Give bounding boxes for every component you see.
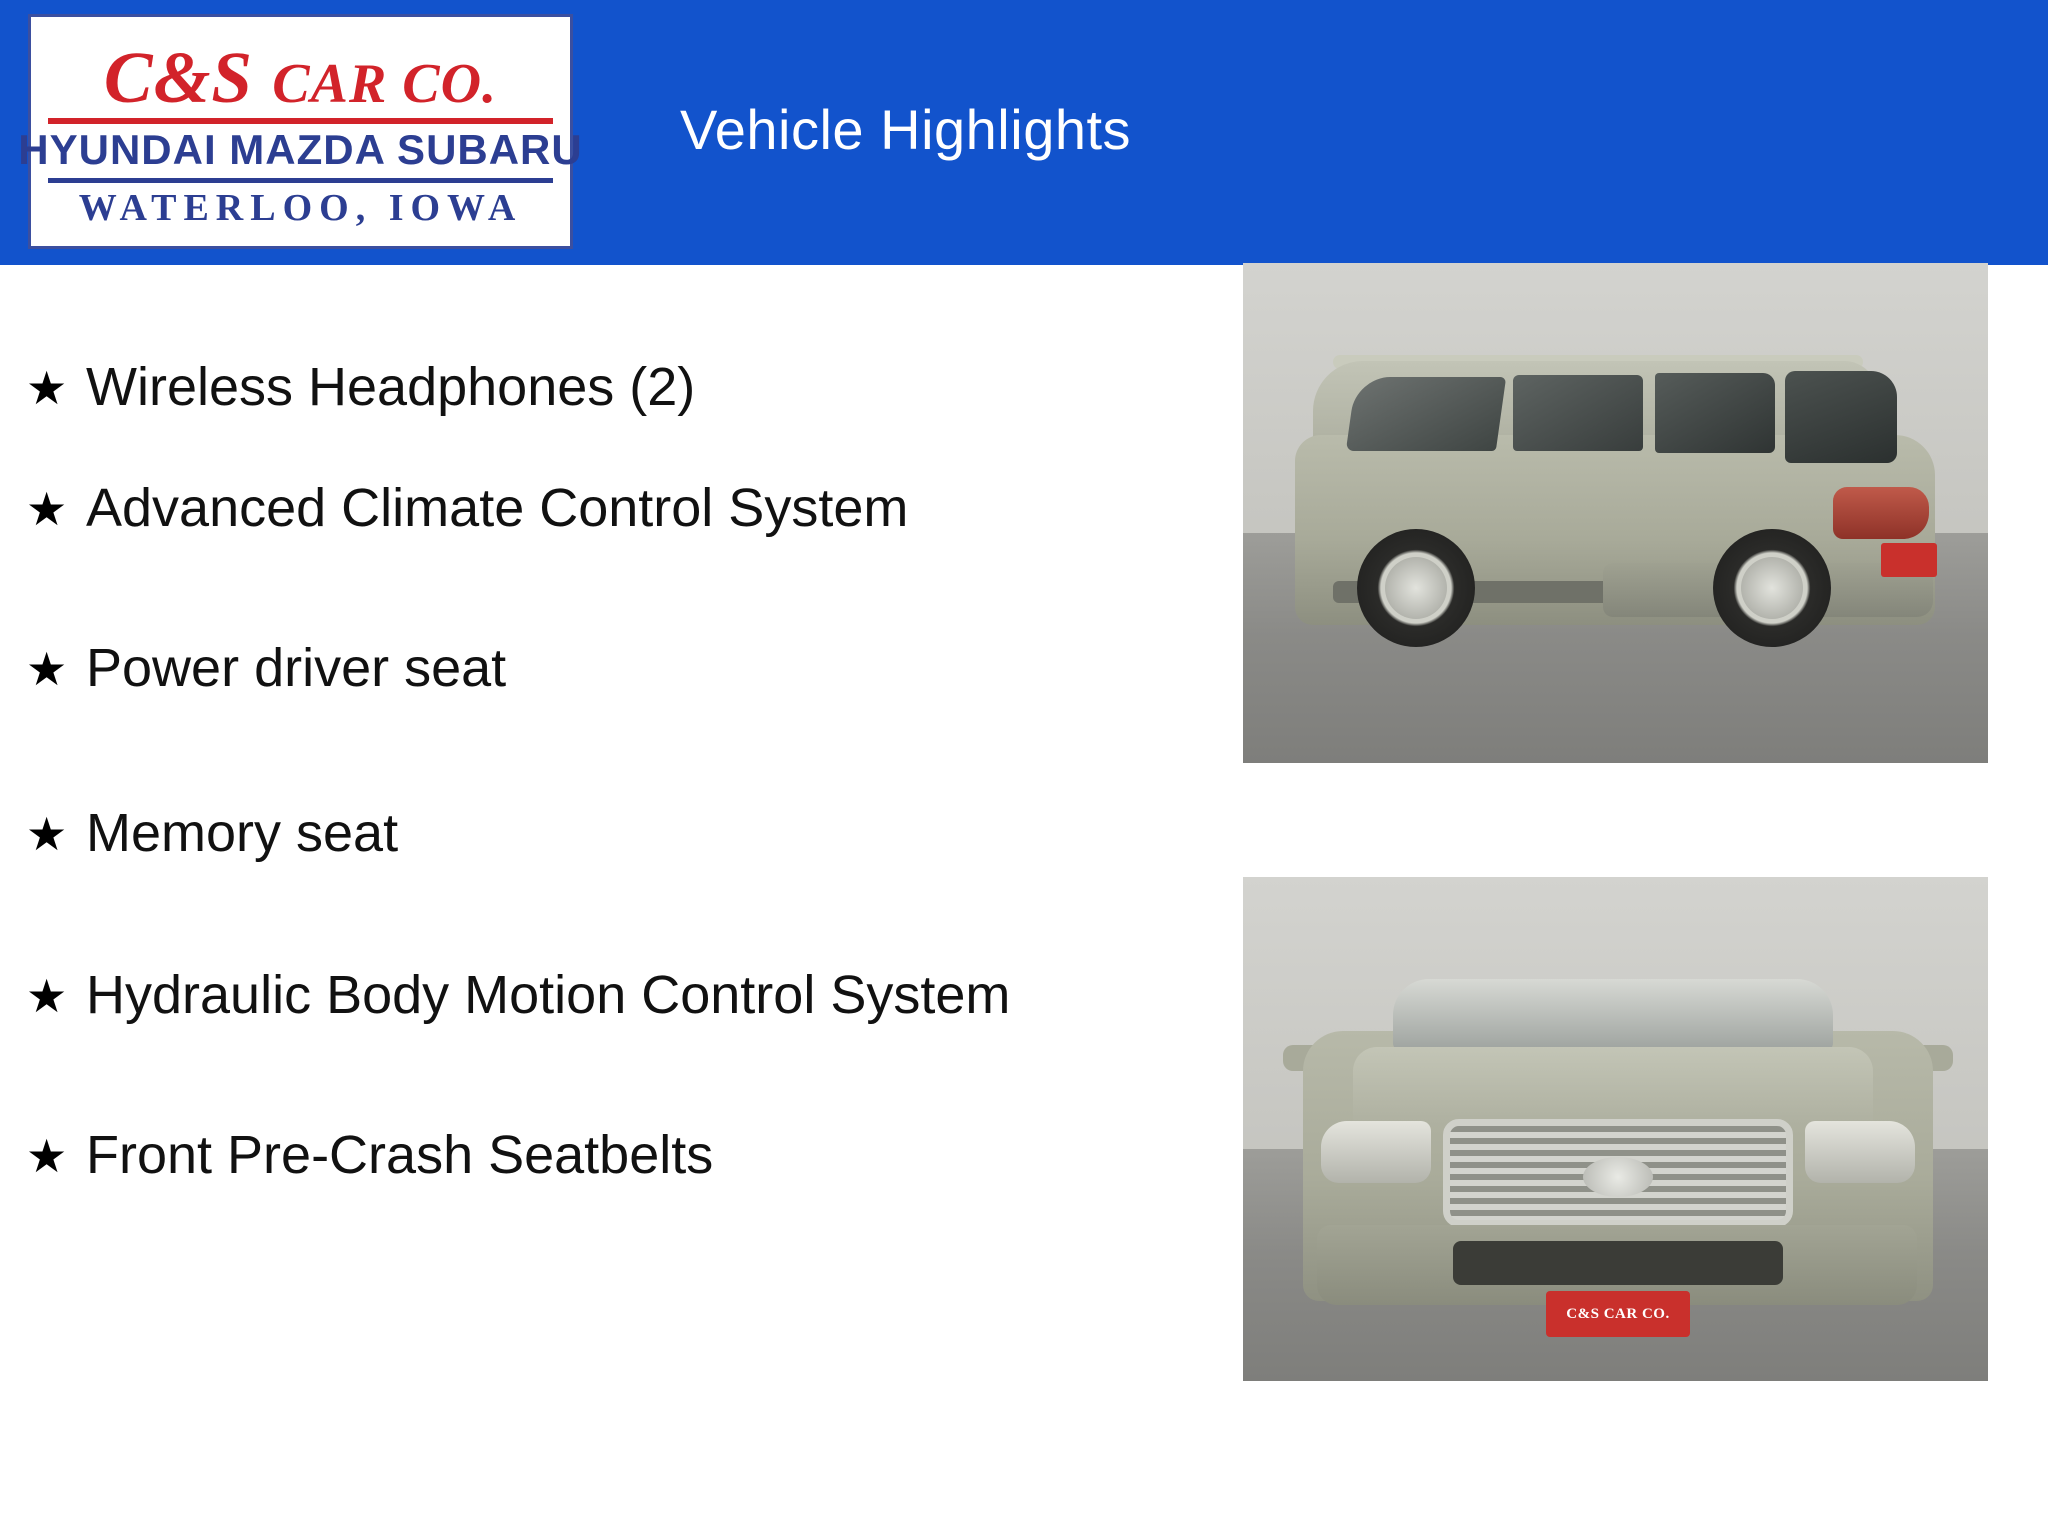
wheel-hub bbox=[1385, 557, 1447, 619]
vehicle-photo-front bbox=[1243, 877, 1988, 1381]
list-item bbox=[0, 1127, 1230, 1287]
logo-divider-red bbox=[48, 118, 553, 124]
star-icon: ★ bbox=[26, 970, 68, 1022]
suv-rear-wheel bbox=[1713, 529, 1831, 647]
logo-divider-blue bbox=[48, 178, 553, 183]
list-item-label: Wireless Headphones (2) bbox=[86, 357, 696, 417]
list-item bbox=[0, 805, 1230, 967]
logo-line-primary bbox=[103, 36, 498, 118]
suv-brand-emblem bbox=[1583, 1157, 1653, 1197]
page-title: Vehicle Highlights bbox=[680, 98, 1132, 161]
suv-tailgate-glass bbox=[1785, 371, 1897, 463]
vehicle-highlights-list bbox=[0, 265, 1230, 1287]
star-icon: ★ bbox=[26, 362, 68, 414]
suv-front-wheel bbox=[1357, 529, 1475, 647]
suv-front-illustration bbox=[1283, 935, 1953, 1335]
logo-brand-initials: C&S bbox=[103, 36, 253, 118]
list-item-label: Advanced Climate Control System bbox=[86, 478, 909, 538]
star-icon: ★ bbox=[26, 808, 68, 860]
star-icon: ★ bbox=[26, 483, 68, 535]
suv-hood bbox=[1353, 1047, 1873, 1125]
logo-location-line: WATERLOO, IOWA bbox=[78, 186, 523, 229]
list-item bbox=[0, 967, 1230, 1127]
suv-rear-window bbox=[1655, 373, 1775, 453]
page-header bbox=[0, 0, 2048, 265]
dealer-logo bbox=[18, 14, 583, 249]
list-item-label: Memory seat bbox=[86, 803, 399, 863]
list-item bbox=[0, 640, 1230, 805]
suv-lower-air-intake bbox=[1453, 1241, 1783, 1285]
suv-right-headlight bbox=[1805, 1121, 1915, 1183]
list-item bbox=[0, 480, 1230, 640]
suv-front-license-plate: C&S CAR CO. bbox=[1546, 1291, 1690, 1337]
list-item bbox=[0, 265, 1230, 480]
logo-brands-line: HYUNDAI MAZDA SUBARU bbox=[18, 125, 583, 173]
suv-windshield bbox=[1393, 979, 1833, 1051]
logo-brand-suffix: CAR CO. bbox=[272, 52, 498, 115]
list-item-label: Power driver seat bbox=[86, 638, 507, 698]
vehicle-photo-rear bbox=[1243, 263, 1988, 763]
suv-front-window bbox=[1346, 377, 1506, 451]
suv-rear-illustration bbox=[1273, 315, 1963, 705]
wheel-hub bbox=[1741, 557, 1803, 619]
list-item-label: Front Pre-Crash Seatbelts bbox=[86, 1125, 714, 1185]
suv-taillight bbox=[1833, 487, 1929, 539]
suv-rear-license-plate bbox=[1881, 543, 1937, 577]
slide-content bbox=[0, 265, 2048, 1536]
suv-middle-window bbox=[1513, 375, 1643, 451]
star-icon: ★ bbox=[26, 1130, 68, 1182]
suv-left-headlight bbox=[1321, 1121, 1431, 1183]
star-icon: ★ bbox=[26, 643, 68, 695]
list-item-label: Hydraulic Body Motion Control System bbox=[86, 965, 1011, 1025]
